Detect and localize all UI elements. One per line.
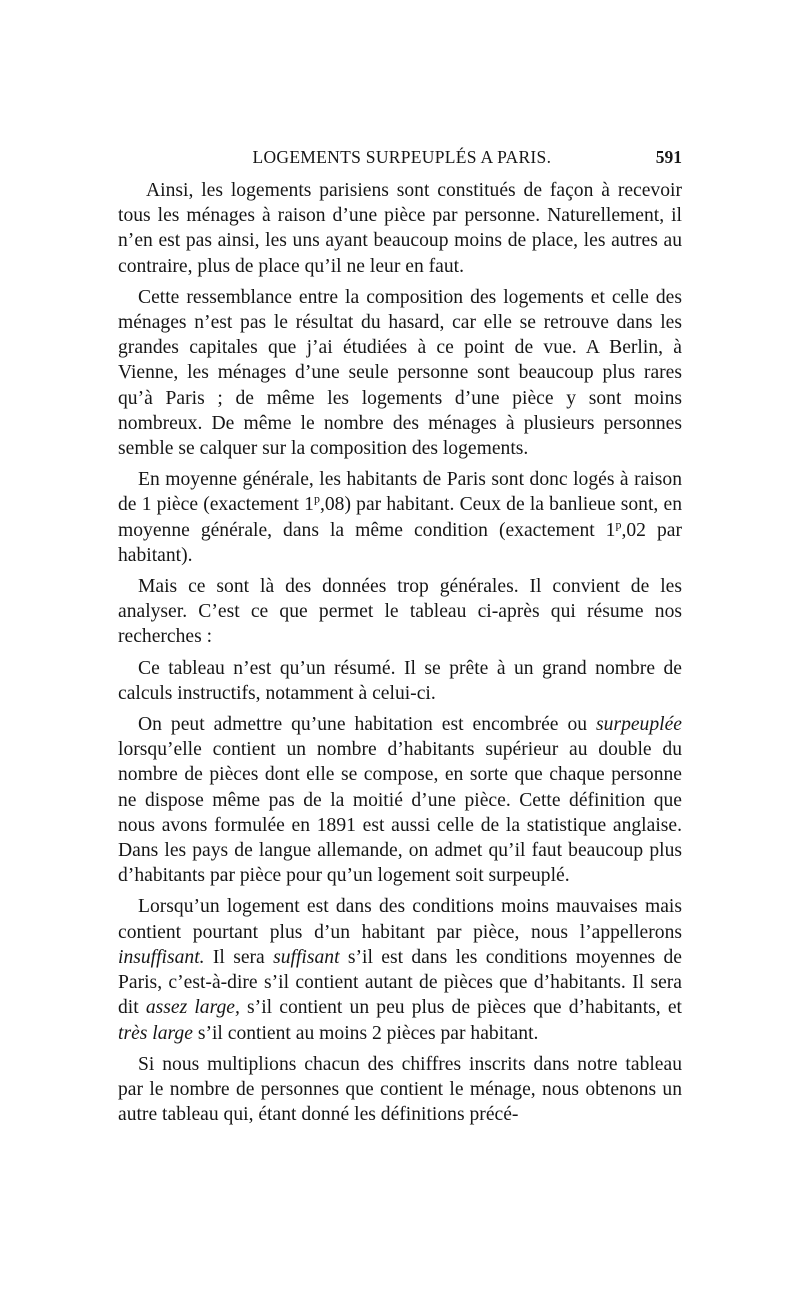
text-segment: ,08) par habitant. Ceux de la banlieue sont, en moyenne générale, dans la même condition (exactement 1 (118, 494, 683, 541)
page-header (118, 146, 682, 168)
emphasized-term: surpeuplée (596, 714, 682, 736)
text-segment: Si nous multiplions chacun des chiffres inscrits dans notre tableau par le nombre de personnes que contient le ménage, nous obtenons un autre tableau qui, étant donné les définitions précé- (118, 1053, 682, 1126)
emphasized-term: suffisant (273, 946, 340, 968)
text-segment: lorsqu’elle contient un nombre d’habitants supérieur au double du nombre de pièces dont elle se compose, en sorte que chaque personne ne dispose même pas de la moitié d’une pièce. Cette définition que nous avons formulée en 1891 est aussi celle de la statistique anglaise. Dans les pays de langue allemande, on admet qu’il faut beaucoup plus d’habitants par pièce pour qu’un logement soit surpeuplé. (118, 739, 682, 887)
emphasized-term: insuffisant. (118, 946, 205, 968)
paragraph (118, 1052, 682, 1128)
text-segment: s’il contient un peu plus de pièces que d’habitants, et (239, 997, 682, 1019)
text-segment: En moyenne générale, les habitants de Paris sont donc logés à raison de 1 pièce (exactement 1 (118, 469, 682, 516)
emphasized-term: très large (118, 1022, 193, 1044)
text-segment: ,02 par habitant). (118, 519, 682, 566)
text-segment: On peut admettre qu’une habitation est encombrée ou (138, 714, 597, 736)
paragraph (118, 894, 682, 1045)
body-text (118, 178, 682, 1133)
paragraph (118, 656, 682, 706)
text-segment: Ainsi, les logements parisiens sont constitués de façon à recevoir tous les ménages à raison d’une pièce par personne. Naturellement, il n’en est pas ainsi, les uns ayant beaucoup moins de place, les autres au contraire, plus de place qu’il ne leur en faut. (118, 180, 682, 277)
text-segment: Cette ressemblance entre la composition des logements et celle des ménages n’est pas le résultat du hasard, car elle se retrouve dans les grandes capitales que j’ai étudiées à ce point de vue. A Berlin, à Vienne, les ménages d’une seule personne sont beaucoup plus rares qu’à Paris ; de même les logements d’une pièce y sont moins nombreux. De même le nombre des ménages à plusieurs personnes semble se calquer sur la composition des logements. (118, 286, 682, 460)
text-segment: s’il est dans les conditions moyennes de Paris, c’est-à-dire s’il contient autant de pièces que d’habitants. Il sera dit (118, 946, 682, 1019)
running-title: LOGEMENTS SURPEUPLÉS A PARIS. (252, 147, 552, 167)
superscript-unit: p (313, 491, 320, 506)
paragraph (118, 712, 682, 888)
text-segment: Ce tableau n’est qu’un résumé. Il se prête à un grand nombre de calculs instructifs, notamment à celui-ci. (118, 657, 682, 704)
page-number: 591 (655, 147, 682, 167)
text-segment: Il sera (204, 946, 274, 968)
text-segment: Mais ce sont là des données trop générales. Il convient de les analyser. C’est ce que permet le tableau ci-après qui résume nos recherches : (118, 576, 682, 648)
emphasized-term: assez large, (145, 997, 240, 1019)
paragraph (118, 285, 682, 461)
superscript-unit: p (615, 517, 622, 532)
paragraph (118, 574, 682, 650)
paragraph (118, 467, 682, 568)
text-segment: s’il contient au moins 2 pièces par habitant. (192, 1022, 539, 1044)
text-segment: Lorsqu’un logement est dans des conditions moins mauvaises mais contient pourtant plus d’un habitant par pièce, nous l’appellerons (118, 896, 682, 943)
paragraph (118, 178, 682, 279)
